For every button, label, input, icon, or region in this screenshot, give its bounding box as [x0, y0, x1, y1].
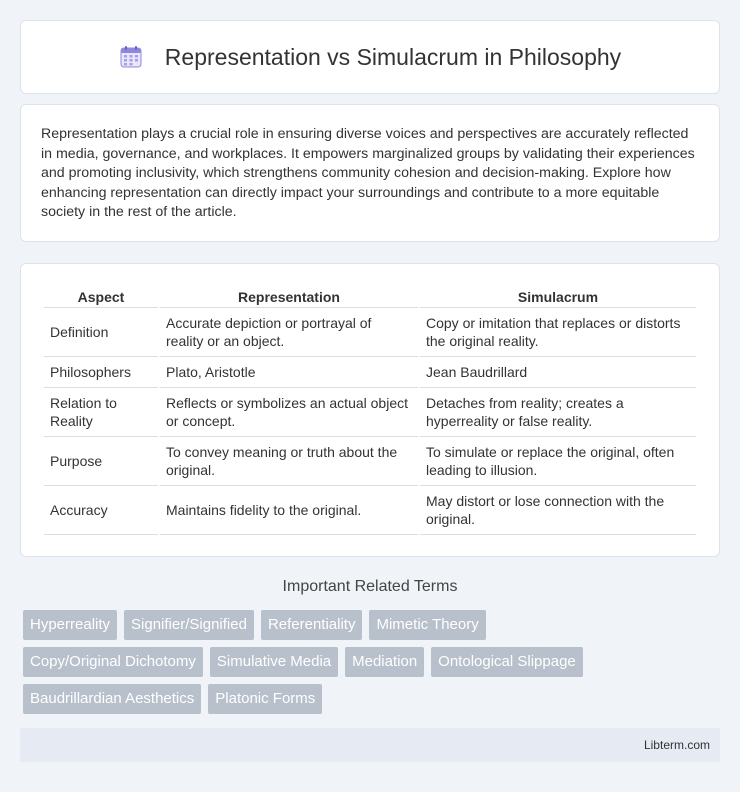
calendar-icon	[119, 45, 143, 69]
table-cell: Accurate depiction or portrayal of reality or an object.	[160, 308, 418, 357]
table-row	[44, 308, 696, 357]
table-cell: Purpose	[44, 437, 158, 486]
table-cell: Copy or imitation that replaces or distorts the original reality.	[420, 308, 696, 357]
table-cell: Jean Baudrillard	[420, 357, 696, 388]
tag-ontological-slippage[interactable]: Ontological Slippage	[431, 647, 583, 677]
tag-hyperreality[interactable]: Hyperreality	[23, 610, 117, 640]
table-row	[44, 357, 696, 388]
tag-mediation[interactable]: Mediation	[345, 647, 424, 677]
tag-row	[23, 647, 723, 677]
table-cell: Philosophers	[44, 357, 158, 388]
tag-platonic-forms[interactable]: Platonic Forms	[208, 684, 322, 714]
intro-paragraph: Representation plays a crucial role in ensuring diverse voices and perspectives are accurately reflected in media, governance, and workplaces. It empowers marginalized groups by validating their experiences and promoting inclusivity, which strengthens community cohesion and decision-making. Explore how enhancing representation can directly impact your surroundings and contribute to a more equitable society in the rest of the article.	[41, 126, 695, 221]
intro-card	[20, 104, 720, 242]
comparison-table	[42, 284, 698, 535]
header-representation: Representation	[160, 284, 418, 308]
table-cell: Relation to Reality	[44, 388, 158, 437]
table-cell: Plato, Aristotle	[160, 357, 418, 388]
header-card	[20, 20, 720, 94]
footer-site-link[interactable]: Libterm.com	[643, 738, 710, 752]
comparison-table-card	[20, 263, 720, 557]
table-row	[44, 486, 696, 535]
related-terms-tags	[23, 610, 723, 721]
related-terms-heading: Important Related Terms	[282, 578, 458, 595]
tag-row	[23, 684, 723, 714]
header-simulacrum: Simulacrum	[420, 284, 696, 308]
tag-simulative-media[interactable]: Simulative Media	[210, 647, 338, 677]
table-cell: To simulate or replace the original, often leading to illusion.	[420, 437, 696, 486]
table-row	[44, 388, 696, 437]
table-cell: Maintains fidelity to the original.	[160, 486, 418, 535]
table-cell: Definition	[44, 308, 158, 357]
page-title: Representation vs Simulacrum in Philosophy	[164, 43, 622, 70]
table-row	[44, 437, 696, 486]
table-cell: To convey meaning or truth about the original.	[160, 437, 418, 486]
tag-signifier-signified[interactable]: Signifier/Signified	[124, 610, 254, 640]
tag-referentiality[interactable]: Referentiality	[261, 610, 363, 640]
table-cell: Accuracy	[44, 486, 158, 535]
table-cell: Detaches from reality; creates a hyperreality or false reality.	[420, 388, 696, 437]
table-header-row	[44, 284, 696, 308]
tag-row	[23, 610, 723, 640]
tag-baudrillardian-aesthetics[interactable]: Baudrillardian Aesthetics	[23, 684, 201, 714]
title-wrap	[119, 44, 621, 71]
tag-copy-original-dichotomy[interactable]: Copy/Original Dichotomy	[23, 647, 203, 677]
table-cell: Reflects or symbolizes an actual object or concept.	[160, 388, 418, 437]
footer	[20, 728, 720, 762]
table-cell: May distort or lose connection with the original.	[420, 486, 696, 535]
tag-mimetic-theory[interactable]: Mimetic Theory	[369, 610, 485, 640]
header-aspect: Aspect	[44, 284, 158, 308]
